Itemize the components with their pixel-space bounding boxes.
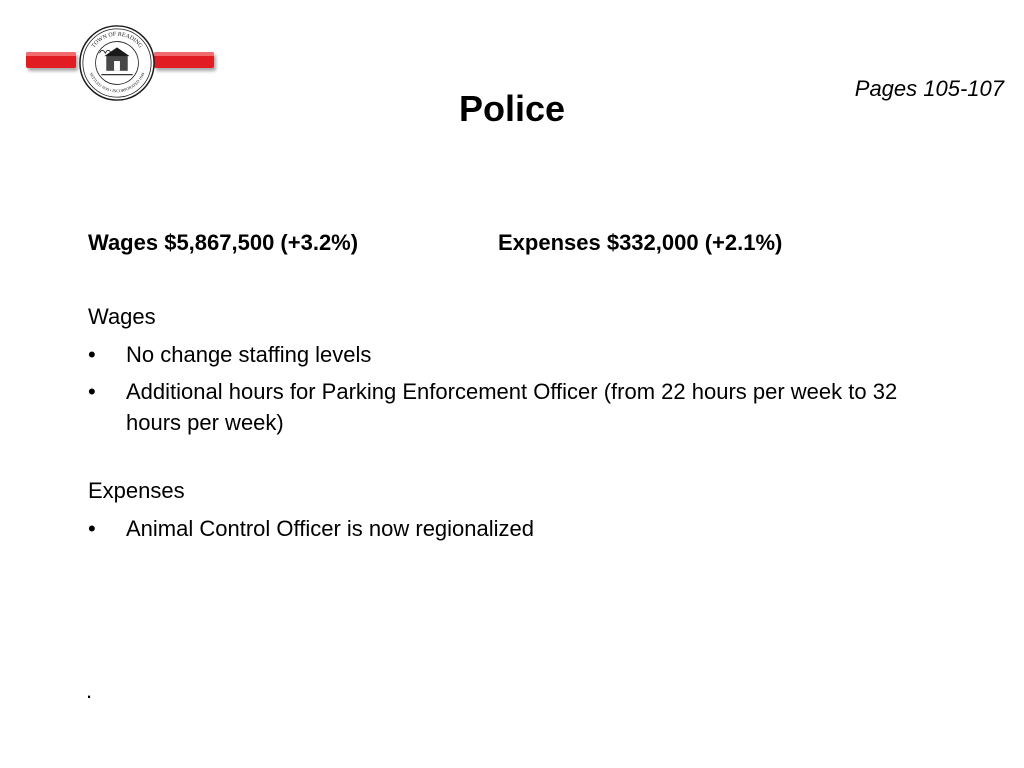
- list-item-text: Additional hours for Parking Enforcement Officer (from 22 hours per week to 32 hours per week): [126, 379, 898, 435]
- wages-total: Wages $5,867,500 (+3.2%): [88, 230, 359, 255]
- list-item-text: Animal Control Officer is now regionalized: [126, 516, 534, 541]
- header-right-bar: [154, 52, 214, 68]
- svg-text:SETTLED 1639 • INCORPORATED 16: SETTLED 1639 • INCORPORATED 1644: [88, 71, 146, 94]
- wages-heading: Wages: [88, 304, 156, 329]
- bullet-icon: •: [88, 342, 96, 367]
- list-item: [88, 339, 918, 370]
- bullet-icon: •: [88, 516, 96, 541]
- list-item-text: No change staffing levels: [126, 342, 372, 367]
- bullet-icon: •: [88, 379, 96, 404]
- expenses-total: Expenses $332,000 (+2.1%): [498, 230, 783, 255]
- expenses-heading: Expenses: [88, 478, 185, 503]
- list-item: [88, 513, 918, 544]
- page-title: Police: [458, 88, 566, 129]
- pages-reference: Pages 105-107: [854, 76, 1004, 101]
- stray-period: .: [86, 678, 93, 703]
- header-left-bar: [26, 52, 76, 68]
- svg-text:TOWN OF READING: TOWN OF READING: [90, 31, 144, 50]
- list-item: [88, 376, 918, 438]
